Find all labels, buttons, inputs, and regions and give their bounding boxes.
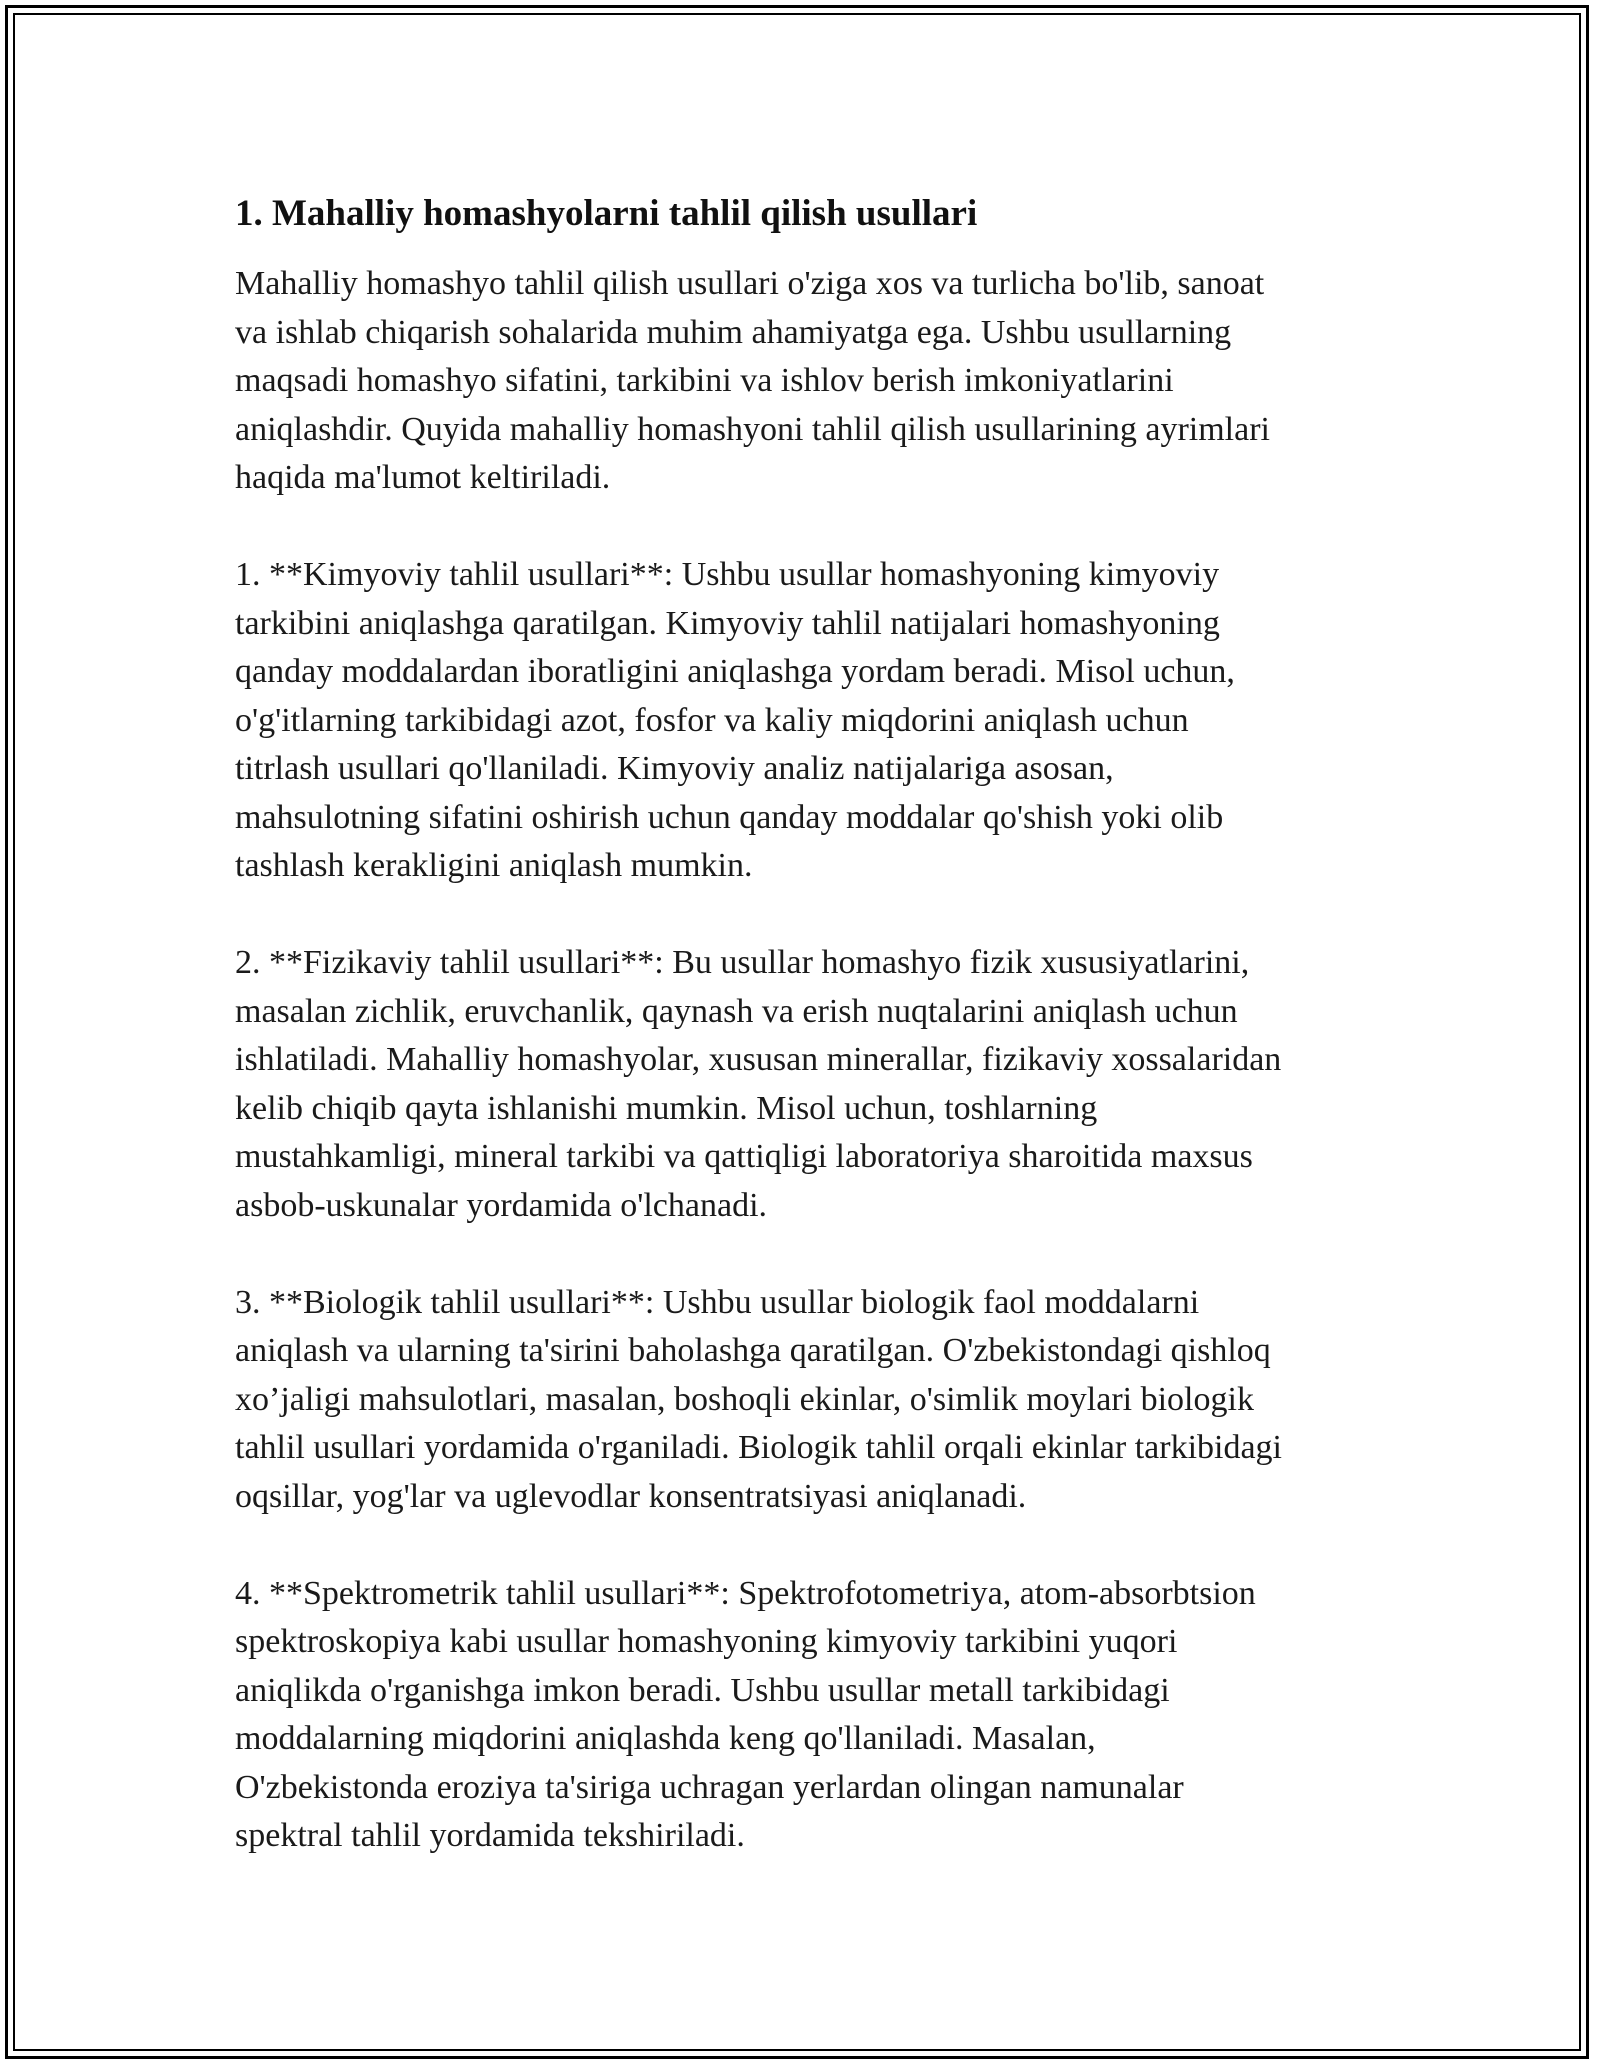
text-line: va ishlab chiqarish sohalarida muhim ahamiyatga ega. Ushbu usullarning (235, 313, 1232, 351)
section-spectrometric-analysis (235, 1570, 1380, 1861)
text-line: kelib chiqib qayta ishlanishi mumkin. Misol uchun, toshlarning (235, 1089, 1098, 1127)
text-line: xo’jaligi mahsulotlari, masalan, boshoqli ekinlar, o'simlik moylari biologik (235, 1380, 1254, 1418)
text-line: tashlash kerakligini aniqlash mumkin. (235, 847, 753, 884)
text-line: 1. **Kimyoviy tahlil usullari**: Ushbu usullar homashyoning kimyoviy (235, 556, 1220, 593)
text-line: tarkibini aniqlashga qaratilgan. Kimyoviy tahlil natijalari homashyoning (235, 604, 1220, 642)
text-line: oqsillar, yog'lar va uglevodlar konsentratsiyasi aniqlanadi. (235, 1477, 1027, 1515)
text-line: 3. **Biologik tahlil usullari**: Ushbu usullar biologik faol moddalarni (235, 1283, 1200, 1321)
text-line: spektral tahlil yordamida tekshiriladi. (235, 1817, 745, 1854)
text-line: mustahkamligi, mineral tarkibi va qattiqligi laboratoriya sharoitida maxsus (235, 1138, 1253, 1175)
text-line: masalan zichlik, eruvchanlik, qaynash va erish nuqtalarini aniqlash uchun (235, 992, 1238, 1030)
text-line: tahlil usullari yordamida o'rganiladi. Biologik tahlil orqali ekinlar tarkibidagi (235, 1429, 1282, 1466)
text-line: mahsulotning sifatini oshirish uchun qanday moddalar qo'shish yoki olib (235, 798, 1224, 836)
text-line: aniqlashdir. Quyida mahalliy homashyoni tahlil qilish usullarining ayrimlari (235, 410, 1270, 448)
document-title: 1. Mahalliy homashyolarni tahlil qilish usullari (235, 193, 978, 234)
text-line: aniqlash va ularning ta'sirini baholashga qaratilgan. O'zbekistondagi qishloq (235, 1332, 1271, 1369)
section-chemical-analysis (235, 551, 1380, 891)
document-body (235, 188, 1380, 1909)
text-line: qanday moddalardan iboratligini aniqlashga yordam beradi. Misol uchun, (235, 653, 1235, 690)
text-line: 2. **Fizikaviy tahlil usullari**: Bu usullar homashyo fizik xususiyatlarini, (235, 944, 1250, 981)
section-physical-analysis (235, 939, 1380, 1230)
text-line: 4. **Spektrometrik tahlil usullari**: Spektrofotometriya, atom-absorbtsion (235, 1574, 1256, 1612)
text-line: moddalarning miqdorini aniqlashda keng qo'llaniladi. Masalan, (235, 1720, 1096, 1757)
text-line: aniqlikda o'rganishga imkon beradi. Ushbu usullar metall tarkibidagi (235, 1671, 1170, 1709)
text-line: o'g'itlarning tarkibidagi azot, fosfor va kaliy miqdorini aniqlash uchun (235, 701, 1189, 739)
text-line: maqsadi homashyo sifatini, tarkibini va ishlov berish imkoniyatlarini (235, 362, 1174, 399)
text-line: haqida ma'lumot keltiriladi. (235, 459, 611, 496)
text-line: spektroskopiya kabi usullar homashyoning kimyoviy tarkibini yuqori (235, 1623, 1178, 1660)
text-line: ishlatiladi. Mahalliy homashyolar, xususan minerallar, fizikaviy xossalaridan (235, 1041, 1282, 1078)
text-line: asbob-uskunalar yordamida o'lchanadi. (235, 1186, 768, 1224)
text-line: O'zbekistonda eroziya ta'siriga uchragan yerlardan olingan namunalar (235, 1768, 1184, 1806)
text-line: Mahalliy homashyo tahlil qilish usullari o'ziga xos va turlicha bo'lib, sanoat (235, 265, 1265, 302)
intro-paragraph (235, 260, 1380, 503)
section-biological-analysis (235, 1279, 1380, 1522)
text-line: titrlash usullari qo'llaniladi. Kimyoviy analiz natijalariga asosan, (235, 750, 1114, 787)
